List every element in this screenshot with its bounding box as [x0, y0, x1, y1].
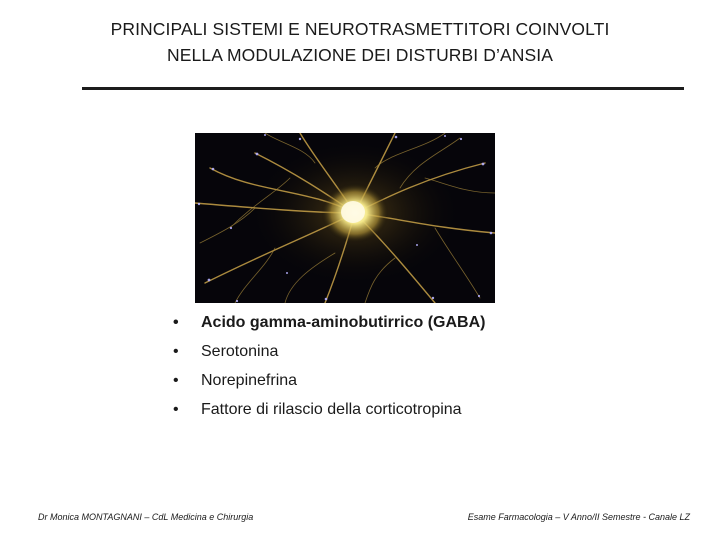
slide-title	[40, 16, 680, 68]
list-item	[173, 308, 485, 337]
bullet-icon: •	[173, 401, 179, 418]
footer-author: Dr Monica MONTAGNANI – CdL Medicina e Chirurgia	[38, 512, 254, 522]
slide-title-line-1: PRINCIPALI SISTEMI E NEUROTRASMETTITORI COINVOLTI	[110, 19, 610, 39]
title-divider	[82, 87, 684, 90]
list-item	[173, 366, 485, 395]
list-item	[173, 395, 485, 424]
neuron-image	[195, 133, 495, 303]
list-item	[173, 337, 485, 366]
list-item-label: Norepinefrina	[201, 372, 298, 389]
neurotransmitter-list	[173, 308, 485, 424]
neuron-illustration	[195, 133, 495, 303]
list-item-label: Acido gamma-aminobutirrico (GABA)	[201, 314, 486, 331]
bullet-icon: •	[173, 343, 179, 360]
bullet-icon: •	[173, 314, 179, 331]
footer-course: Esame Farmacologia – V Anno/II Semestre - Canale LZ	[467, 512, 690, 522]
slide-title-line-2: NELLA MODULAZIONE DEI DISTURBI D’ANSIA	[167, 45, 553, 65]
list-item-label: Serotonina	[201, 343, 279, 360]
bullet-icon: •	[173, 372, 179, 389]
list-item-label: Fattore di rilascio della corticotropina	[201, 401, 462, 418]
